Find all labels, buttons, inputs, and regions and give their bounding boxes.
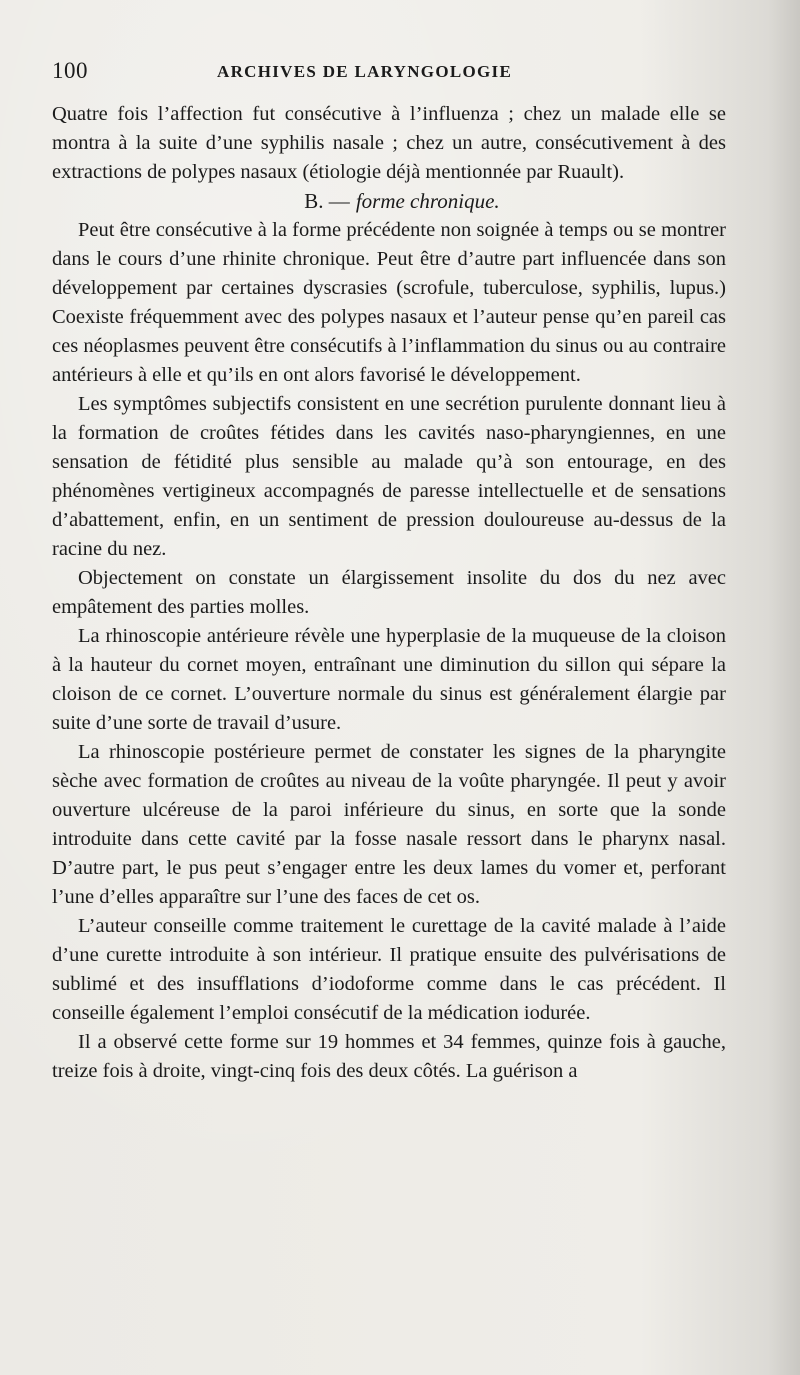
paragraph-treatment: L’auteur conseille comme traitement le curettage de la cavité malade à l’aide d’une curette introduite à son intérieur. Il pratique ensuite des pulvérisations de sublimé et des insufflations d’iodoforme comme dans le cas précédent. Il conseille également l’emploi consécutif de la médication iodurée.: [52, 915, 726, 1024]
page-header: [52, 58, 732, 88]
paragraph-posterior-rhinoscopy: La rhinoscopie postérieure permet de constater les signes de la pharyngite sèche avec formation de croûtes au niveau de la voûte pharyngée. Il peut y avoir ouverture ulcéreuse de la paroi inférieure du sinus, en sorte que la sonde introduite dans cette cavité par la fosse nasale ressort dans le pharynx nasal. D’autre part, le pus peut s’engager entre les deux lames du vomer et, perforant l’une d’elles apparaître sur l’une des faces de cet os.: [52, 741, 726, 908]
section-letter: B. —: [304, 189, 350, 213]
running-head: ARCHIVES DE LARYNGOLOGIE: [217, 62, 513, 81]
section-title: forme chronique.: [355, 189, 500, 213]
paragraph-observations: Il a observé cette forme sur 19 hommes et 34 femmes, quinze fois à gauche, treize fois à droite, vingt-cinq fois des deux côtés. La guérison a: [52, 1031, 726, 1082]
page-number: 100: [52, 58, 88, 83]
paragraph-anterior-rhinoscopy: La rhinoscopie antérieure révèle une hyperplasie de la muqueuse de la cloison à la hauteur du cornet moyen, entraînant une diminution du sillon qui sépare la cloison de ce cornet. L’ouverture normale du sinus est généralement élargie par suite d’une sorte de travail d’usure.: [52, 625, 726, 734]
section-heading: [52, 187, 726, 216]
paragraph-subjective-symptoms: Les symptômes subjectifs consistent en une secrétion purulente donnant lieu à la formation de croûtes fétides dans les cavités naso-pharyngiennes, en une sensation de fétidité plus sensible au malade qu’à son entourage, en des phénomènes vertigineux accompagnés de paresse intellectuelle et de sensations d’abattement, enfin, en un sentiment de pression douloureuse au-dessus de la racine du nez.: [52, 393, 726, 560]
paragraph-etiology: Peut être consécutive à la forme précédente non soignée à temps ou se montrer dans le cours d’une rhinite chronique. Peut être d’autre part influencée dans son développement par certaines dyscrasies (scrofule, tuberculose, syphilis, lupus.) Coexiste fréquemment avec des polypes nasaux et l’auteur pense qu’en pareil cas ces néoplasmes peuvent être consécutifs à l’inflammation du sinus ou au contraire antérieurs à elle et qu’ils en ont alors favorisé le développement.: [52, 219, 726, 386]
intro-paragraph: Quatre fois l’affection fut consécutive à l’influenza ; chez un malade elle se montra à la suite d’une syphilis nasale ; chez un autre, consécutivement à des extractions de polypes nasaux (étiologie déjà mentionnée par Ruault).: [52, 103, 726, 183]
body-text: [52, 100, 726, 1086]
paragraph-objective-signs: Objectement on constate un élargissement insolite du dos du nez avec empâtement des parties molles.: [52, 567, 726, 618]
